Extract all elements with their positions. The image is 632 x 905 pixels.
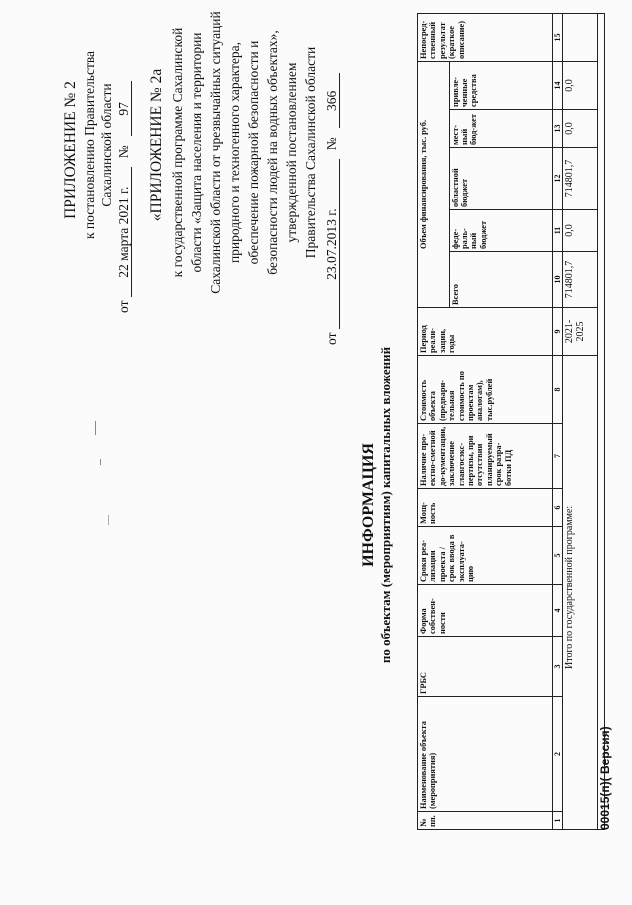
column-number: 8 — [552, 356, 562, 424]
scan-speck — [100, 459, 101, 465]
total-label: Итого по государственной программе: — [563, 356, 598, 830]
from-label: от — [116, 300, 131, 313]
appendix-title: ПРИЛОЖЕНИЕ № 2 — [62, 81, 79, 219]
info-title: ИНФОРМАЦИЯ — [360, 443, 377, 567]
header-cell: Всего — [449, 252, 552, 308]
appendix-org-line: Сахалинской области — [99, 83, 114, 207]
program-date-line — [324, 73, 340, 345]
scan-speck — [95, 421, 96, 435]
header-cell: Форма собствен-ности — [418, 585, 553, 637]
program-line: Правительства Сахалинской области — [303, 46, 318, 259]
total-result — [563, 13, 598, 61]
column-number-row — [552, 13, 562, 829]
table-row-total — [563, 13, 598, 829]
total-period: 2021-2025 — [563, 308, 598, 356]
table-row-empty — [598, 13, 605, 829]
column-number: 2 — [552, 697, 562, 812]
header-cell: Период реали-зации, годы — [418, 308, 553, 356]
total-regional: 714801,7 — [563, 148, 598, 210]
header-cell: мест-ный бюд-жет — [449, 110, 552, 148]
program-text — [168, 0, 320, 350]
program-line: утвержденной постановлением — [284, 62, 299, 243]
header-cell: Наименование объекта (мероприятия) — [418, 697, 553, 812]
column-number: 5 — [552, 527, 562, 585]
program-line: природного и техногенного характера, — [227, 41, 242, 264]
total-attracted: 0,0 — [563, 61, 598, 109]
number-label: № — [324, 137, 339, 151]
appendix-2a-title: «ПРИЛОЖЕНИЕ № 2а — [148, 68, 165, 222]
program-line: безопасности людей на водных объектах», — [265, 30, 280, 275]
total-federal: 0,0 — [563, 210, 598, 252]
header-cell: привле-ченные средства — [449, 61, 552, 109]
program-line: к государственной программе Сахалинской — [170, 27, 185, 278]
appendix-number: 97 — [117, 81, 132, 136]
appendix-date: 22 марта 2021 г. — [117, 167, 132, 297]
financing-group-header: Объем финансирования, тыс. руб. — [418, 61, 450, 307]
column-number: 15 — [552, 13, 562, 61]
column-number: 4 — [552, 585, 562, 637]
header-row — [418, 13, 450, 829]
scan-speck — [108, 515, 109, 525]
info-subtitle: по объектам (мероприятиям) капитальных вложений — [378, 346, 393, 664]
appendix-date-line — [116, 81, 132, 313]
total-local: 0,0 — [563, 110, 598, 148]
program-line: области «Защита населения и территории — [189, 32, 204, 273]
program-date: 23.07.2013 г. — [325, 159, 340, 329]
column-number: 14 — [552, 61, 562, 109]
header-cell: Мощ-ность — [418, 489, 553, 527]
header-cell: ГРБС — [418, 637, 553, 697]
column-number: 9 — [552, 308, 562, 356]
header-cell: Стоимость объекта (предвари-тельная стоимость по проектам аналогам), тыс.рублей — [418, 356, 553, 424]
column-number: 7 — [552, 424, 562, 489]
version-mark: 00015(п)( Версия) — [598, 726, 612, 830]
column-number: 1 — [552, 812, 562, 830]
header-cell: Сроки реа-лизации проекта / срок ввода в эксплуата-цию — [418, 527, 553, 585]
header-cell: феде-раль-ный бюджет — [449, 210, 552, 252]
header-cell: № пп. — [418, 812, 553, 830]
appendix-to-line: к постановлению Правительства — [82, 50, 97, 240]
column-number: 3 — [552, 637, 562, 697]
number-label: № — [116, 145, 131, 159]
column-number: 10 — [552, 252, 562, 308]
column-number: 11 — [552, 210, 562, 252]
program-line: обеспечение пожарной безопасности и — [246, 40, 261, 265]
header-cell: Непосред-ственный результат (краткое описание) — [418, 13, 553, 61]
program-line: Сахалинской области от чрезвычайных ситуаций — [208, 11, 223, 294]
column-number: 12 — [552, 148, 562, 210]
header-cell: Наличие про-ектно-сметной до-кументации, заключение главгосэкс-пертизы, при отсутствии планируемый срок разра-ботки ПД — [418, 424, 553, 489]
header-cell: областной бюджет — [449, 148, 552, 210]
from-label: от — [324, 332, 339, 345]
total-amount: 714801,7 — [563, 252, 598, 308]
column-number: 6 — [552, 489, 562, 527]
column-number: 13 — [552, 110, 562, 148]
program-number: 366 — [325, 73, 340, 128]
capital-investment-table — [417, 13, 605, 830]
